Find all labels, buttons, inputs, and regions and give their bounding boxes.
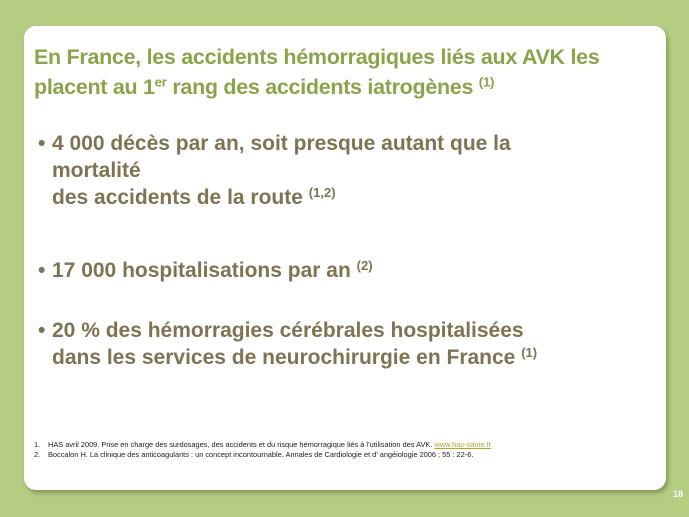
title-reference: (1)	[478, 74, 495, 90]
page-number: 18	[672, 489, 683, 499]
references-list	[34, 440, 654, 460]
reference-link[interactable]: www.has-sante.fr	[434, 440, 492, 449]
bullet-hospitalisations	[38, 257, 648, 284]
bullet-line: 20 % des hémorragies cérébrales hospitalisées	[52, 319, 524, 342]
title-line-2	[34, 72, 664, 102]
title-line-2-end: rang des accidents iatrogènes	[166, 75, 479, 99]
title-superscript: er	[154, 74, 167, 90]
bullet-line: mortalité	[52, 159, 141, 182]
reference-item	[34, 440, 654, 450]
title-line-2-start: placent au 1	[34, 75, 155, 99]
slide-title	[34, 42, 664, 102]
bullet-reference: (1,2)	[308, 184, 336, 200]
bullet-dot-icon: •	[38, 319, 46, 342]
bullet-dot-icon: •	[38, 259, 46, 282]
bullet-reference: (1)	[521, 344, 538, 360]
bullet-line	[38, 184, 648, 211]
bullet-dot-icon: •	[38, 132, 46, 155]
reference-number: 1.	[34, 440, 41, 449]
bullet-deaths	[38, 130, 648, 211]
bullet-text: des accidents de la route	[52, 186, 309, 209]
bullet-cerebral-hemorrhages	[38, 317, 648, 371]
reference-item	[34, 450, 654, 460]
title-line-1: En France, les accidents hémorragiques liés aux AVK les	[34, 45, 600, 69]
bullet-text: 17 000 hospitalisations par an	[52, 259, 357, 282]
reference-text: Boccalon H. La clinique des anticoagulants : un concept incontournable. Annales de Cardiologie et d’ angéiologie 2006 ; 55 : 22-6.	[48, 450, 474, 459]
bullet-text: dans les services de neurochirurgie en France	[52, 346, 522, 369]
bullet-reference: (2)	[356, 257, 373, 273]
reference-number: 2.	[34, 450, 41, 459]
slide-card	[24, 26, 666, 490]
reference-text: HAS avril 2009. Prise en charge des surdosages, des accidents et du risque hémorragique liés à l’utilisation des AVK.	[48, 440, 435, 449]
bullet-line	[38, 257, 648, 284]
bullet-line	[38, 344, 648, 371]
bullet-line: 4 000 décès par an, soit presque autant que la	[52, 132, 511, 155]
